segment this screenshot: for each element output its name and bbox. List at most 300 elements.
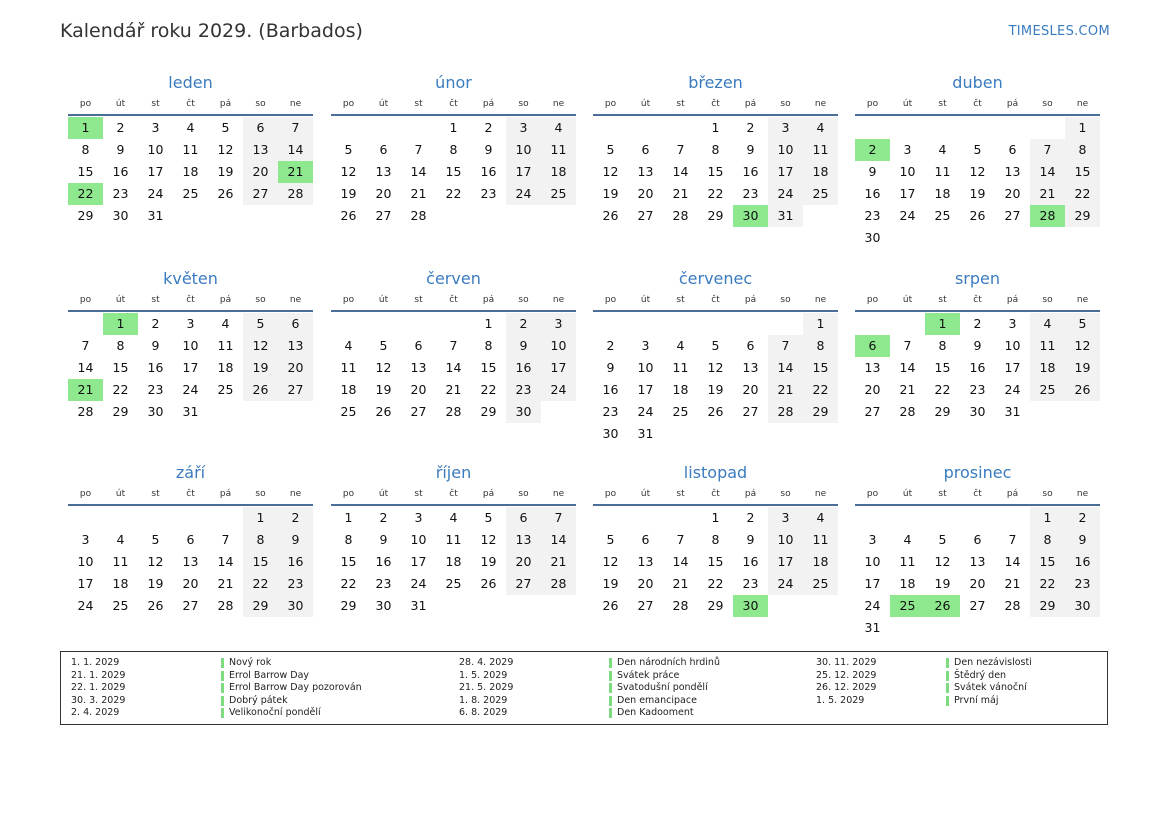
weekday-label: čt	[186, 489, 195, 499]
weekend-day: 25	[1030, 379, 1065, 401]
legend-item	[71, 707, 362, 720]
week-row	[331, 595, 576, 617]
weekend-day: 30	[506, 401, 541, 423]
week-row	[855, 161, 1100, 183]
day: 2	[379, 510, 388, 525]
weekday-label: po	[866, 99, 879, 109]
day: 29	[707, 208, 724, 223]
brand-link[interactable]: TIMESLES.COM	[1008, 24, 1110, 39]
day: 5	[606, 142, 615, 157]
weekend-day: 3	[768, 507, 803, 529]
weekend-day: 31	[768, 205, 803, 227]
week-row	[331, 117, 576, 139]
weekend-day: 10	[768, 139, 803, 161]
weekend-day: 8	[243, 529, 278, 551]
weekday-label: po	[604, 99, 617, 109]
weekend-day: 25	[803, 573, 838, 595]
day: 23	[602, 404, 619, 419]
weekday-label: ne	[1076, 99, 1089, 109]
legend-marker	[609, 683, 612, 693]
weekday-label: po	[604, 489, 617, 499]
day: 20	[410, 382, 427, 397]
weekend-day: 1	[1065, 117, 1100, 139]
weekend-day: 29	[1065, 205, 1100, 227]
month-name: květen	[163, 269, 218, 288]
day: 14	[672, 164, 689, 179]
weekday-header	[855, 292, 1100, 312]
day: 8	[484, 338, 493, 353]
empty-day	[436, 313, 471, 335]
legend-item	[816, 682, 1032, 695]
weekday-label: po	[79, 99, 92, 109]
day: 4	[116, 532, 125, 547]
day: 9	[746, 532, 755, 547]
month-name: březen	[688, 73, 743, 92]
day: 28	[899, 404, 916, 419]
month-2	[593, 72, 838, 227]
weekday-label: út	[902, 99, 913, 109]
day: 1	[711, 510, 720, 525]
empty-day	[995, 617, 1030, 639]
legend-date: 1. 5. 2029	[816, 694, 865, 706]
legend-item	[71, 670, 362, 683]
legend-name: Svatodušní pondělí	[617, 682, 708, 694]
week-row	[593, 117, 838, 139]
day: 9	[606, 360, 615, 375]
day: 18	[934, 186, 951, 201]
month-5	[331, 268, 576, 423]
weekday-label: po	[79, 489, 92, 499]
legend-name: Errol Barrow Day pozorován	[229, 682, 362, 694]
day: 17	[182, 360, 199, 375]
weekday-label: čt	[711, 489, 720, 499]
day: 14	[217, 554, 234, 569]
day: 4	[903, 532, 912, 547]
day: 27	[410, 404, 427, 419]
week-row	[68, 183, 313, 205]
day: 21	[445, 382, 462, 397]
weekday-label: čt	[973, 295, 982, 305]
legend-name: První máj	[954, 694, 999, 706]
legend-date: 25. 12. 2029	[816, 669, 877, 681]
legend-column	[816, 657, 1032, 707]
weekday-label: st	[676, 295, 685, 305]
weekday-header	[68, 292, 313, 312]
month-name: srpen	[954, 269, 1001, 288]
empty-day	[1030, 117, 1065, 139]
day: 17	[1004, 360, 1021, 375]
legend-column	[71, 657, 362, 720]
weekend-day: 21	[541, 551, 576, 573]
day: 26	[969, 208, 986, 223]
legend-name: Svátek práce	[617, 669, 680, 681]
day: 30	[864, 230, 881, 245]
legend-date: 21. 1. 2029	[71, 669, 126, 681]
legend-name: Den nezávislosti	[954, 657, 1032, 668]
day: 7	[81, 338, 90, 353]
weekday-label: út	[115, 489, 126, 499]
day: 3	[81, 532, 90, 547]
day: 12	[934, 554, 951, 569]
day: 10	[637, 360, 654, 375]
day: 9	[484, 142, 493, 157]
weekday-label: út	[902, 295, 913, 305]
weekend-day: 18	[1030, 357, 1065, 379]
week-row	[855, 227, 1100, 249]
day: 14	[77, 360, 94, 375]
day: 13	[864, 360, 881, 375]
empty-day	[890, 227, 925, 249]
day: 26	[602, 208, 619, 223]
weekday-label: so	[1042, 489, 1053, 499]
month-name: listopad	[683, 463, 748, 482]
day: 9	[379, 532, 388, 547]
day: 24	[77, 598, 94, 613]
empty-day	[1065, 617, 1100, 639]
weekday-label: pá	[219, 99, 232, 109]
holiday-day: 2	[855, 139, 890, 161]
weekday-header	[68, 486, 313, 506]
empty-day	[925, 227, 960, 249]
legend-date: 1. 8. 2029	[459, 694, 508, 706]
day: 11	[217, 338, 234, 353]
day: 11	[445, 532, 462, 547]
day: 29	[480, 404, 497, 419]
day: 2	[116, 120, 125, 135]
day: 10	[77, 554, 94, 569]
empty-day	[768, 423, 803, 445]
day: 16	[969, 360, 986, 375]
week-row	[593, 529, 838, 551]
weekend-day: 30	[1065, 595, 1100, 617]
weekend-day: 23	[506, 379, 541, 401]
day: 27	[637, 598, 654, 613]
legend-marker	[946, 658, 949, 668]
weekday-label: so	[255, 489, 266, 499]
weekend-day: 10	[768, 529, 803, 551]
empty-day	[855, 313, 890, 335]
weekday-label: st	[151, 295, 160, 305]
legend-name: Den emancipace	[617, 694, 697, 706]
day: 16	[480, 164, 497, 179]
day: 18	[112, 576, 129, 591]
day: 6	[186, 532, 195, 547]
weekday-header	[331, 486, 576, 506]
day: 18	[899, 576, 916, 591]
day: 8	[938, 338, 947, 353]
weekday-label: út	[378, 489, 389, 499]
empty-day	[506, 595, 541, 617]
weekday-label: ne	[552, 99, 565, 109]
day: 30	[969, 404, 986, 419]
empty-day	[436, 595, 471, 617]
day: 28	[445, 404, 462, 419]
empty-day	[366, 313, 401, 335]
day: 1	[484, 316, 493, 331]
empty-day	[401, 117, 436, 139]
week-row	[593, 595, 838, 617]
day: 17	[77, 576, 94, 591]
weekday-label: čt	[973, 99, 982, 109]
day: 29	[77, 208, 94, 223]
day: 24	[637, 404, 654, 419]
holiday-day: 1	[925, 313, 960, 335]
weekend-day: 8	[1065, 139, 1100, 161]
legend-date: 28. 4. 2029	[459, 657, 514, 668]
day: 30	[147, 404, 164, 419]
day: 17	[899, 186, 916, 201]
day: 28	[410, 208, 427, 223]
day: 20	[742, 382, 759, 397]
weekday-label: ne	[1076, 489, 1089, 499]
day: 1	[344, 510, 353, 525]
empty-day	[768, 595, 803, 617]
weekday-label: po	[79, 295, 92, 305]
week-row	[68, 595, 313, 617]
day: 17	[410, 554, 427, 569]
weekend-day: 19	[243, 357, 278, 379]
empty-day	[541, 595, 576, 617]
day: 3	[414, 510, 423, 525]
weekday-label: čt	[186, 295, 195, 305]
empty-day	[1030, 227, 1065, 249]
day: 6	[641, 142, 650, 157]
month-9	[331, 462, 576, 617]
weekend-day: 7	[278, 117, 313, 139]
empty-day	[855, 507, 890, 529]
day: 15	[77, 164, 94, 179]
legend-item	[459, 695, 720, 708]
empty-day	[506, 205, 541, 227]
day: 13	[742, 360, 759, 375]
day: 25	[340, 404, 357, 419]
empty-day	[890, 617, 925, 639]
day: 24	[864, 598, 881, 613]
empty-day	[103, 507, 138, 529]
day: 28	[217, 598, 234, 613]
day: 17	[864, 576, 881, 591]
day: 16	[602, 382, 619, 397]
weekend-day: 2	[278, 507, 313, 529]
day: 4	[449, 510, 458, 525]
legend-marker	[609, 658, 612, 668]
day: 26	[375, 404, 392, 419]
week-row	[331, 379, 576, 401]
day: 12	[707, 360, 724, 375]
day: 5	[221, 120, 230, 135]
day: 10	[864, 554, 881, 569]
empty-day	[278, 205, 313, 227]
weekend-day: 24	[506, 183, 541, 205]
week-row	[855, 573, 1100, 595]
weekday-label: čt	[449, 99, 458, 109]
holiday-day: 21	[68, 379, 103, 401]
legend-date: 22. 1. 2029	[71, 682, 126, 694]
weekday-label: čt	[449, 489, 458, 499]
month-0	[68, 72, 313, 227]
day: 22	[707, 576, 724, 591]
empty-day	[663, 313, 698, 335]
day: 19	[480, 554, 497, 569]
day: 11	[899, 554, 916, 569]
weekday-header	[593, 96, 838, 116]
weekday-label: út	[640, 99, 651, 109]
day: 30	[602, 426, 619, 441]
empty-day	[541, 205, 576, 227]
day: 18	[340, 382, 357, 397]
weekday-label: st	[151, 489, 160, 499]
weekend-day: 23	[1065, 573, 1100, 595]
empty-day	[1065, 227, 1100, 249]
month-name: únor	[435, 73, 472, 92]
weekday-header	[593, 486, 838, 506]
week-row	[855, 379, 1100, 401]
day: 6	[379, 142, 388, 157]
day: 27	[742, 404, 759, 419]
day: 16	[147, 360, 164, 375]
weekday-label: po	[342, 489, 355, 499]
day: 12	[480, 532, 497, 547]
empty-day	[436, 205, 471, 227]
week-row	[593, 161, 838, 183]
week-row	[855, 357, 1100, 379]
weekend-day: 22	[1065, 183, 1100, 205]
weekend-day: 12	[243, 335, 278, 357]
day: 24	[147, 186, 164, 201]
weekend-day: 6	[506, 507, 541, 529]
month-3	[855, 72, 1100, 249]
week-row	[593, 573, 838, 595]
weekend-day: 15	[803, 357, 838, 379]
weekday-header	[68, 96, 313, 116]
day: 20	[637, 576, 654, 591]
weekday-label: ne	[289, 295, 302, 305]
weekday-label: čt	[711, 295, 720, 305]
weekday-label: st	[414, 295, 423, 305]
day: 27	[969, 598, 986, 613]
day: 5	[344, 142, 353, 157]
day: 18	[672, 382, 689, 397]
day: 4	[344, 338, 353, 353]
day: 23	[147, 382, 164, 397]
weekday-label: ne	[814, 99, 827, 109]
week-row	[331, 573, 576, 595]
weekday-label: po	[866, 489, 879, 499]
weekend-day: 10	[541, 335, 576, 357]
empty-day	[960, 507, 995, 529]
weekend-day: 24	[541, 379, 576, 401]
week-row	[68, 357, 313, 379]
day: 23	[864, 208, 881, 223]
weekday-label: so	[518, 99, 529, 109]
weekend-day: 8	[803, 335, 838, 357]
weekday-label: út	[378, 295, 389, 305]
day: 13	[637, 164, 654, 179]
empty-day	[628, 507, 663, 529]
weekend-day: 2	[1065, 507, 1100, 529]
weekday-label: ne	[289, 99, 302, 109]
day: 10	[1004, 338, 1021, 353]
empty-day	[960, 617, 995, 639]
day: 8	[711, 532, 720, 547]
day: 5	[938, 532, 947, 547]
day: 7	[449, 338, 458, 353]
week-row	[593, 379, 838, 401]
month-name: říjen	[435, 463, 472, 482]
weekday-label: čt	[186, 99, 195, 109]
empty-day	[173, 507, 208, 529]
day: 2	[484, 120, 493, 135]
day: 27	[637, 208, 654, 223]
empty-day	[208, 205, 243, 227]
day: 5	[379, 338, 388, 353]
weekday-label: po	[604, 295, 617, 305]
day: 9	[973, 338, 982, 353]
legend-name: Nový rok	[229, 657, 272, 668]
week-row	[68, 529, 313, 551]
weekend-day: 4	[541, 117, 576, 139]
day: 2	[746, 120, 755, 135]
day: 12	[217, 142, 234, 157]
day: 21	[410, 186, 427, 201]
legend-name: Štědrý den	[954, 669, 1007, 681]
weekend-day: 27	[506, 573, 541, 595]
weeks	[68, 117, 313, 227]
day: 17	[147, 164, 164, 179]
empty-day	[890, 313, 925, 335]
empty-day	[593, 507, 628, 529]
day: 1	[711, 120, 720, 135]
week-row	[331, 205, 576, 227]
legend-name: Den národních hrdinů	[617, 657, 720, 668]
day: 5	[973, 142, 982, 157]
day: 20	[969, 576, 986, 591]
empty-day	[628, 313, 663, 335]
legend-marker	[609, 671, 612, 681]
weekend-day: 13	[506, 529, 541, 551]
day: 11	[672, 360, 689, 375]
day: 26	[602, 598, 619, 613]
empty-day	[995, 227, 1030, 249]
legend-marker	[221, 683, 224, 693]
month-name: duben	[952, 73, 1003, 92]
day: 21	[672, 576, 689, 591]
weekend-day: 27	[278, 379, 313, 401]
empty-day	[733, 313, 768, 335]
day: 18	[182, 164, 199, 179]
week-row	[855, 183, 1100, 205]
weekend-day: 8	[1030, 529, 1065, 551]
day: 31	[182, 404, 199, 419]
day: 3	[186, 316, 195, 331]
week-row	[68, 401, 313, 423]
week-row	[855, 313, 1100, 335]
weekday-label: pá	[744, 99, 757, 109]
empty-day	[1030, 617, 1065, 639]
day: 16	[112, 164, 129, 179]
day: 22	[445, 186, 462, 201]
empty-day	[995, 117, 1030, 139]
weekend-day: 6	[278, 313, 313, 335]
day: 16	[742, 164, 759, 179]
empty-day	[663, 423, 698, 445]
weekend-day: 16	[278, 551, 313, 573]
week-row	[593, 139, 838, 161]
day: 16	[742, 554, 759, 569]
day: 28	[1004, 598, 1021, 613]
day: 30	[112, 208, 129, 223]
weekday-label: so	[1042, 295, 1053, 305]
